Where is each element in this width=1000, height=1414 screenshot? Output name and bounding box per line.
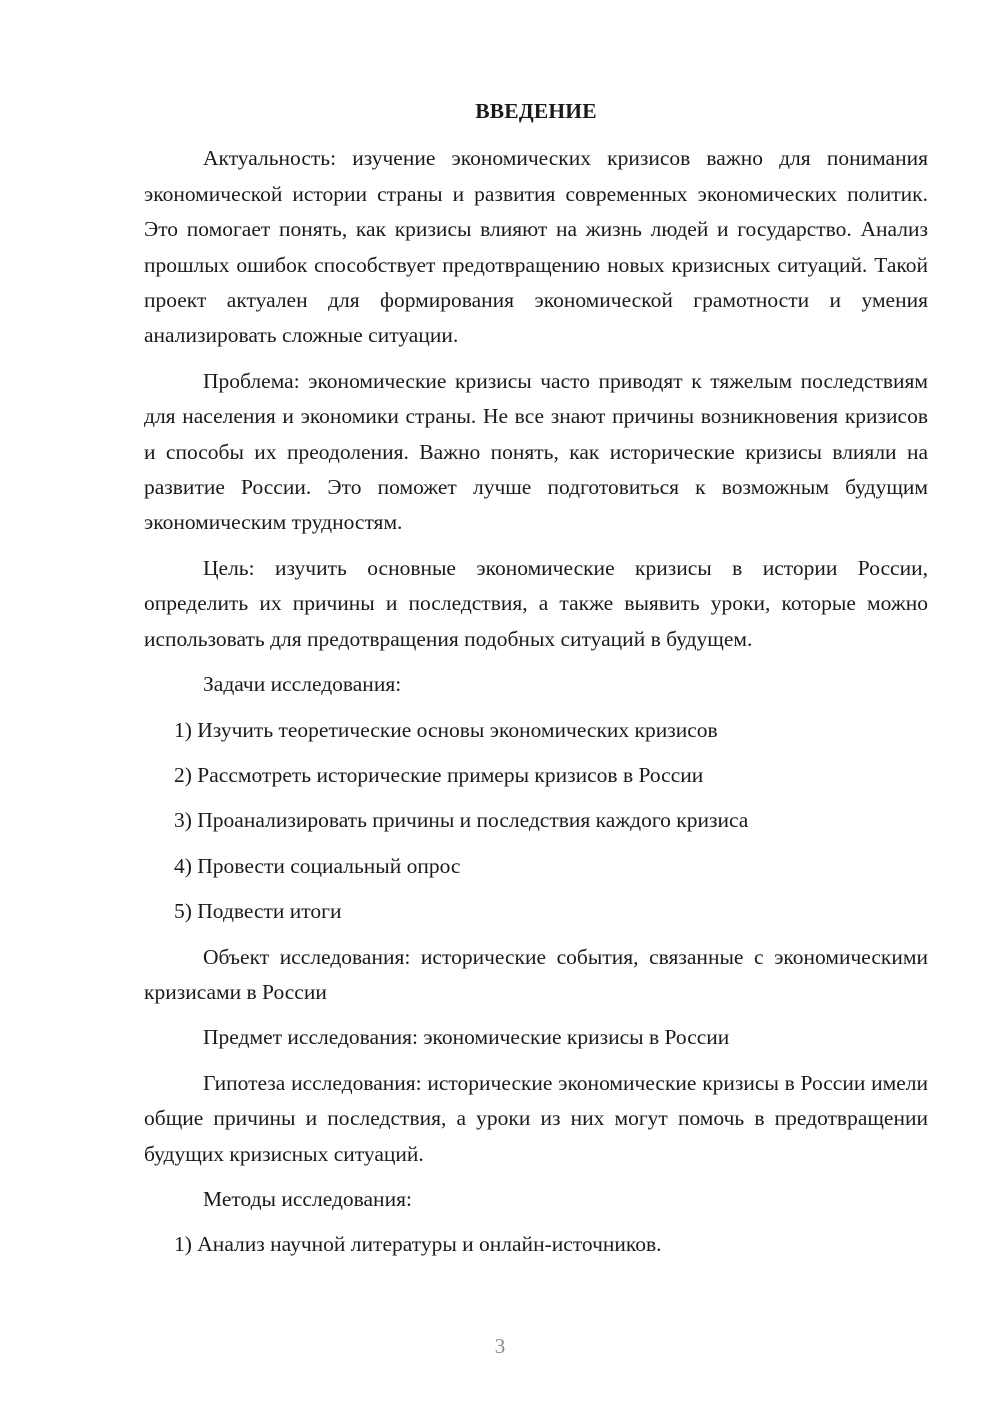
task-item-2: 2) Рассмотреть исторические примеры кризисов в России xyxy=(174,762,704,787)
task-item-1: 1) Изучить теоретические основы экономических кризисов xyxy=(174,717,718,742)
page-content xyxy=(144,94,928,1273)
task-item-5: 5) Подвести итоги xyxy=(174,899,342,924)
method-item-1: 1) Анализ научной литературы и онлайн-источников. xyxy=(174,1232,662,1257)
problem-paragraph: Проблема: экономические кризисы часто приводят к тяжелым последствиям для населения и экономики страны. Не все знают причины возникновения кризисов и способы их преодоления. Важно понять, как исторические кризисы влияли на развитие России. Это поможет лучше подготовиться к возможным будущим экономическим трудностям. xyxy=(144,368,928,535)
tasks-heading: Задачи исследования: xyxy=(203,672,402,697)
task-item-4: 4) Провести социальный опрос xyxy=(174,853,461,878)
goal-paragraph: Цель: изучить основные экономические кризисы в истории России, определить их причины и последствия, а также выявить уроки, которые можно использовать для предотвращения подобных ситуаций в будущем. xyxy=(144,555,928,651)
relevance-paragraph: Актуальность: изучение экономических кризисов важно для понимания экономической истории страны и развития современных экономических политик. Это помогает понять, как кризисы влияют на жизнь людей и государство. Анализ прошлых ошибок способствует предотвращению новых кризисных ситуаций. Такой проект актуален для формирования экономической грамотности и умения анализировать сложные ситуации. xyxy=(144,146,928,348)
object-paragraph: Объект исследования: исторические события, связанные с экономическими кризисами в России xyxy=(144,944,928,1004)
page-number: 3 xyxy=(494,1334,506,1358)
subject-paragraph: Предмет исследования: экономические кризисы в России xyxy=(203,1025,730,1050)
hypothesis-paragraph: Гипотеза исследования: исторические экономические кризисы в России имели общие причины и последствия, а уроки из них могут помочь в предотвращении будущих кризисных ситуаций. xyxy=(144,1070,928,1166)
methods-heading: Методы исследования: xyxy=(203,1186,412,1211)
task-item-3: 3) Проанализировать причины и последствия каждого кризиса xyxy=(174,808,749,833)
tasks-list xyxy=(144,713,928,930)
methods-list xyxy=(144,1227,928,1262)
page-title: ВВЕДЕНИЕ xyxy=(475,99,597,123)
